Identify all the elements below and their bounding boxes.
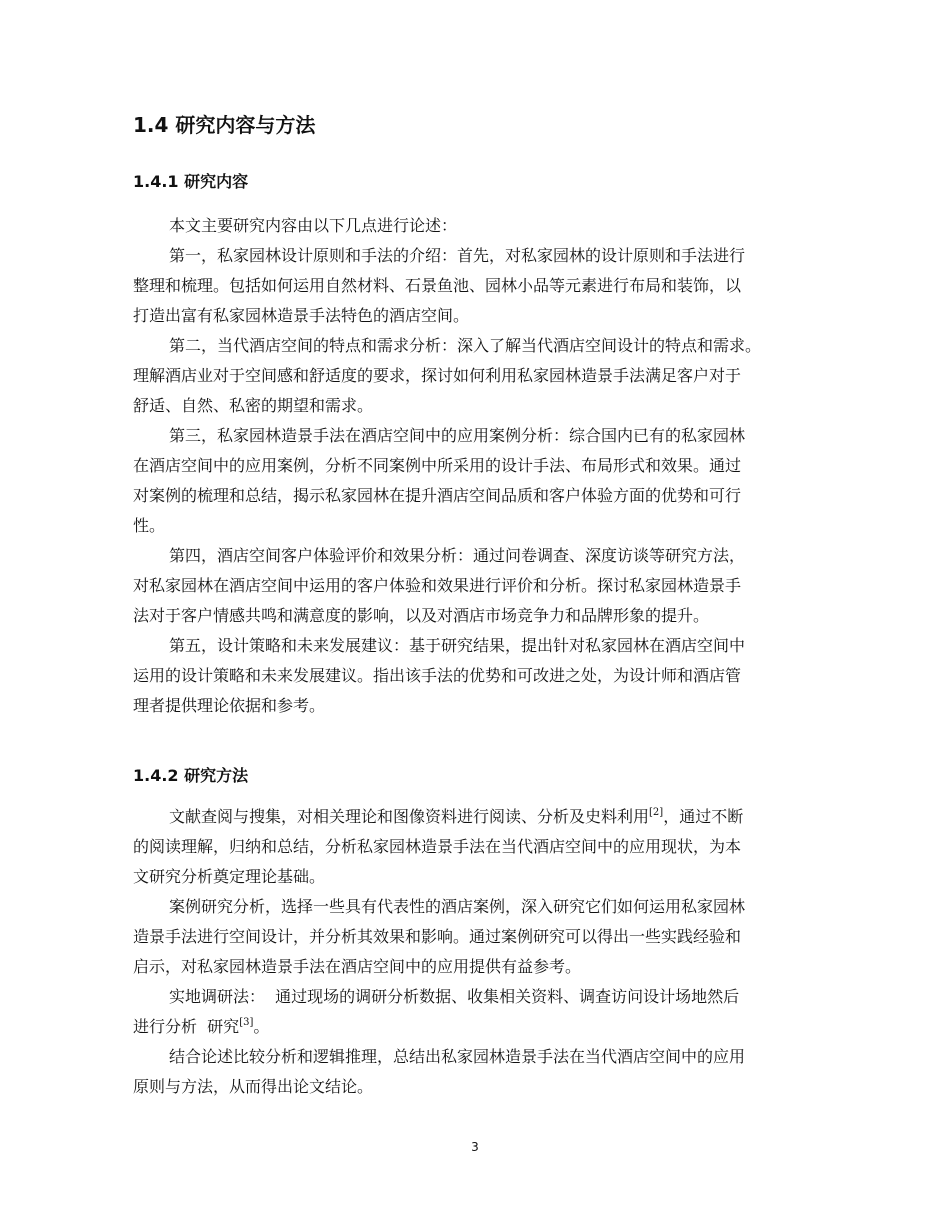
paragraph-2 xyxy=(133,331,843,421)
method-comparative xyxy=(133,1042,843,1102)
paragraph-4 xyxy=(133,541,843,631)
text-line: 对私家园林在酒店空间中运用的客户体验和效果进行评价和分析。探讨私家园林造景手 xyxy=(133,576,742,595)
text-line: 理解酒店业对于空间感和舒适度的要求，探讨如何利用私家园林造景手法满足客户对于 xyxy=(133,366,742,385)
text-line: 案例研究分析，选择一些具有代表性的酒店案例，深入研究它们如何运用私家园林 xyxy=(169,897,746,916)
text-line: 在酒店空间中的应用案例，分析不同案例中所采用的设计手法、布局形式和效果。通过 xyxy=(133,456,742,475)
text-segment: 文献查阅与搜集，对相关理论和图像资料进行阅读、分析及史料利用 xyxy=(169,807,650,826)
citation: [3] xyxy=(239,1017,254,1028)
method-case-study xyxy=(133,892,843,982)
text-line: 法对于客户情感共鸣和满意度的影响，以及对酒店市场竞争力和品牌形象的提升。 xyxy=(133,606,710,625)
paragraph-3 xyxy=(133,421,843,541)
text-line: 整理和梳理。包括如何运用自然材料、石景鱼池、园林小品等元素进行布局和装饰，以 xyxy=(133,276,742,295)
text-line: 运用的设计策略和未来发展建议。指出该手法的优势和可改进之处，为设计师和酒店管 xyxy=(133,666,742,685)
text-segment: 。 xyxy=(253,1017,270,1036)
text-line: 对案例的梳理和总结，揭示私家园林在提升酒店空间品质和客户体验方面的优势和可行 xyxy=(133,486,742,505)
text-line: 的阅读理解，归纳和总结，分析私家园林造景手法在当代酒店空间中的应用现状，为本 xyxy=(133,837,742,856)
content-body xyxy=(133,211,843,721)
text-line: 理者提供理论依据和参考。 xyxy=(133,696,326,715)
text-line: 实地调研法： 通过现场的调研分析数据、收集相关资料、调查访问设计场地然后 xyxy=(169,987,740,1006)
text-segment: 进行分析 研究 xyxy=(133,1017,240,1036)
text-line: 第五，设计策略和未来发展建议：基于研究结果，提出针对私家园林在酒店空间中 xyxy=(169,636,746,655)
text-line: 性。 xyxy=(133,516,166,535)
citation: [2] xyxy=(649,807,664,818)
methods-body xyxy=(133,802,843,1102)
intro-paragraph: 本文主要研究内容由以下几点进行论述： xyxy=(169,216,458,235)
method-literature xyxy=(133,802,843,892)
section-heading: 1.4 研究内容与方法 xyxy=(133,113,316,137)
text-line xyxy=(133,1012,843,1042)
text-line: 第一，私家园林设计原则和手法的介绍：首先，对私家园林的设计原则和手法进行 xyxy=(169,246,746,265)
text-line: 启示，对私家园林造景手法在酒店空间中的应用提供有益参考。 xyxy=(133,957,582,976)
text-line: 舒适、自然、私密的期望和需求。 xyxy=(133,396,374,415)
text-line: 造景手法进行空间设计，并分析其效果和影响。通过案例研究可以得出一些实践经验和 xyxy=(133,927,742,946)
subsection-heading-methods: 1.4.2 研究方法 xyxy=(133,766,249,785)
text-line: 第三，私家园林造景手法在酒店空间中的应用案例分析：综合国内已有的私家园林 xyxy=(169,426,746,445)
text-segment: ，通过不断 xyxy=(663,807,744,826)
text-line: 第二，当代酒店空间的特点和需求分析：深入了解当代酒店空间设计的特点和需求。 xyxy=(169,336,762,355)
text-line xyxy=(133,802,843,832)
text-line: 原则与方法，从而得出论文结论。 xyxy=(133,1077,374,1096)
text-line: 第四，酒店空间客户体验评价和效果分析：通过问卷调查、深度访谈等研究方法， xyxy=(169,546,746,565)
paragraph-5 xyxy=(133,631,843,721)
text-line: 打造出富有私家园林造景手法特色的酒店空间。 xyxy=(133,306,470,325)
subsection-heading-content: 1.4.1 研究内容 xyxy=(133,172,249,191)
text-line: 结合论述比较分析和逻辑推理，总结出私家园林造景手法在当代酒店空间中的应用 xyxy=(169,1047,746,1066)
paragraph-1 xyxy=(133,241,843,331)
text-line: 文研究分析奠定理论基础。 xyxy=(133,867,326,886)
method-field-research xyxy=(133,982,843,1042)
page-number: 3 xyxy=(471,1140,479,1154)
